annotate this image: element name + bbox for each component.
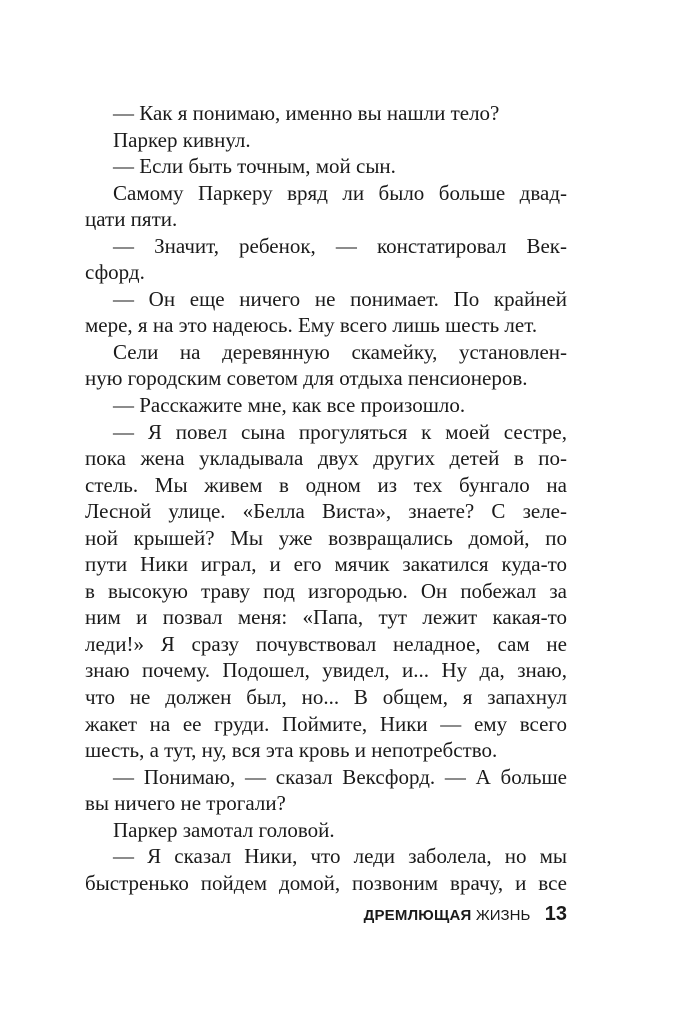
body-text [85,100,567,896]
text-line: Лесной улице. «Белла Виста», знаете? С зеле- [85,499,567,524]
text-line: Паркер замотал головой. [113,817,335,842]
text-line: — Я сказал Ники, что леди заболела, но мы [113,844,567,869]
text-line: ной крышей? Мы уже возвращались домой, по [85,525,567,550]
text-line: — Значит, ребенок, — констатировал Век- [113,233,567,258]
text-line: Сели на деревянную скамейку, установлен- [113,339,567,364]
running-footer [0,903,567,926]
text-line: пути Ники играл, и его мячик закатился куда-то [85,552,567,577]
text-line: мере, я на это надеюсь. Ему всего лишь шесть лет. [85,313,538,338]
text-line: ним и позвал меня: «Папа, тут лежит какая-то [85,605,567,630]
running-title-bold: ДРЕМЛЮЩАЯ [363,907,472,924]
page-number: 13 [544,903,567,925]
text-line: — Понимаю, — сказал Вексфорд. — А больше [113,764,567,789]
running-title-regular: ЖИЗНЬ [475,907,531,924]
text-line: ную городским советом для отдыха пенсионеров. [85,366,528,391]
text-line: Паркер кивнул. [113,127,251,152]
text-line: вы ничего не трогали? [85,791,286,816]
text-line: жакет на ее груди. Поймите, Ники — ему всего [85,711,567,736]
text-line: — Если быть точным, мой сын. [113,154,396,179]
text-line: цати пяти. [85,207,178,232]
text-line: в высокую траву под изгородью. Он побежал за [85,578,567,603]
text-line: сфорд. [85,260,145,285]
text-line: Самому Паркеру вряд ли было больше двад- [113,180,567,205]
text-line: — Расскажите мне, как все произошло. [113,393,466,418]
text-line: — Я повел сына прогуляться к моей сестре, [113,419,567,444]
text-line: что не должен был, но... В общем, я запахнул [85,685,567,710]
text-line: шесть, а тут, ну, вся эта кровь и непотребство. [85,738,498,763]
text-line: знаю почему. Подошел, увидел, и... Ну да, знаю, [85,658,567,683]
text-line: — Как я понимаю, именно вы нашли тело? [113,101,500,125]
text-line: пока жена укладывала двух других детей в по- [85,446,567,471]
text-line: стель. Мы живем в одном из тех бунгало на [85,472,567,497]
text-line: леди!» Я сразу почувствовал неладное, сам не [85,631,567,656]
text-line: — Он еще ничего не понимает. По крайней [113,286,567,311]
text-line: быстренько пойдем домой, позвоним врачу, и все [85,870,567,895]
